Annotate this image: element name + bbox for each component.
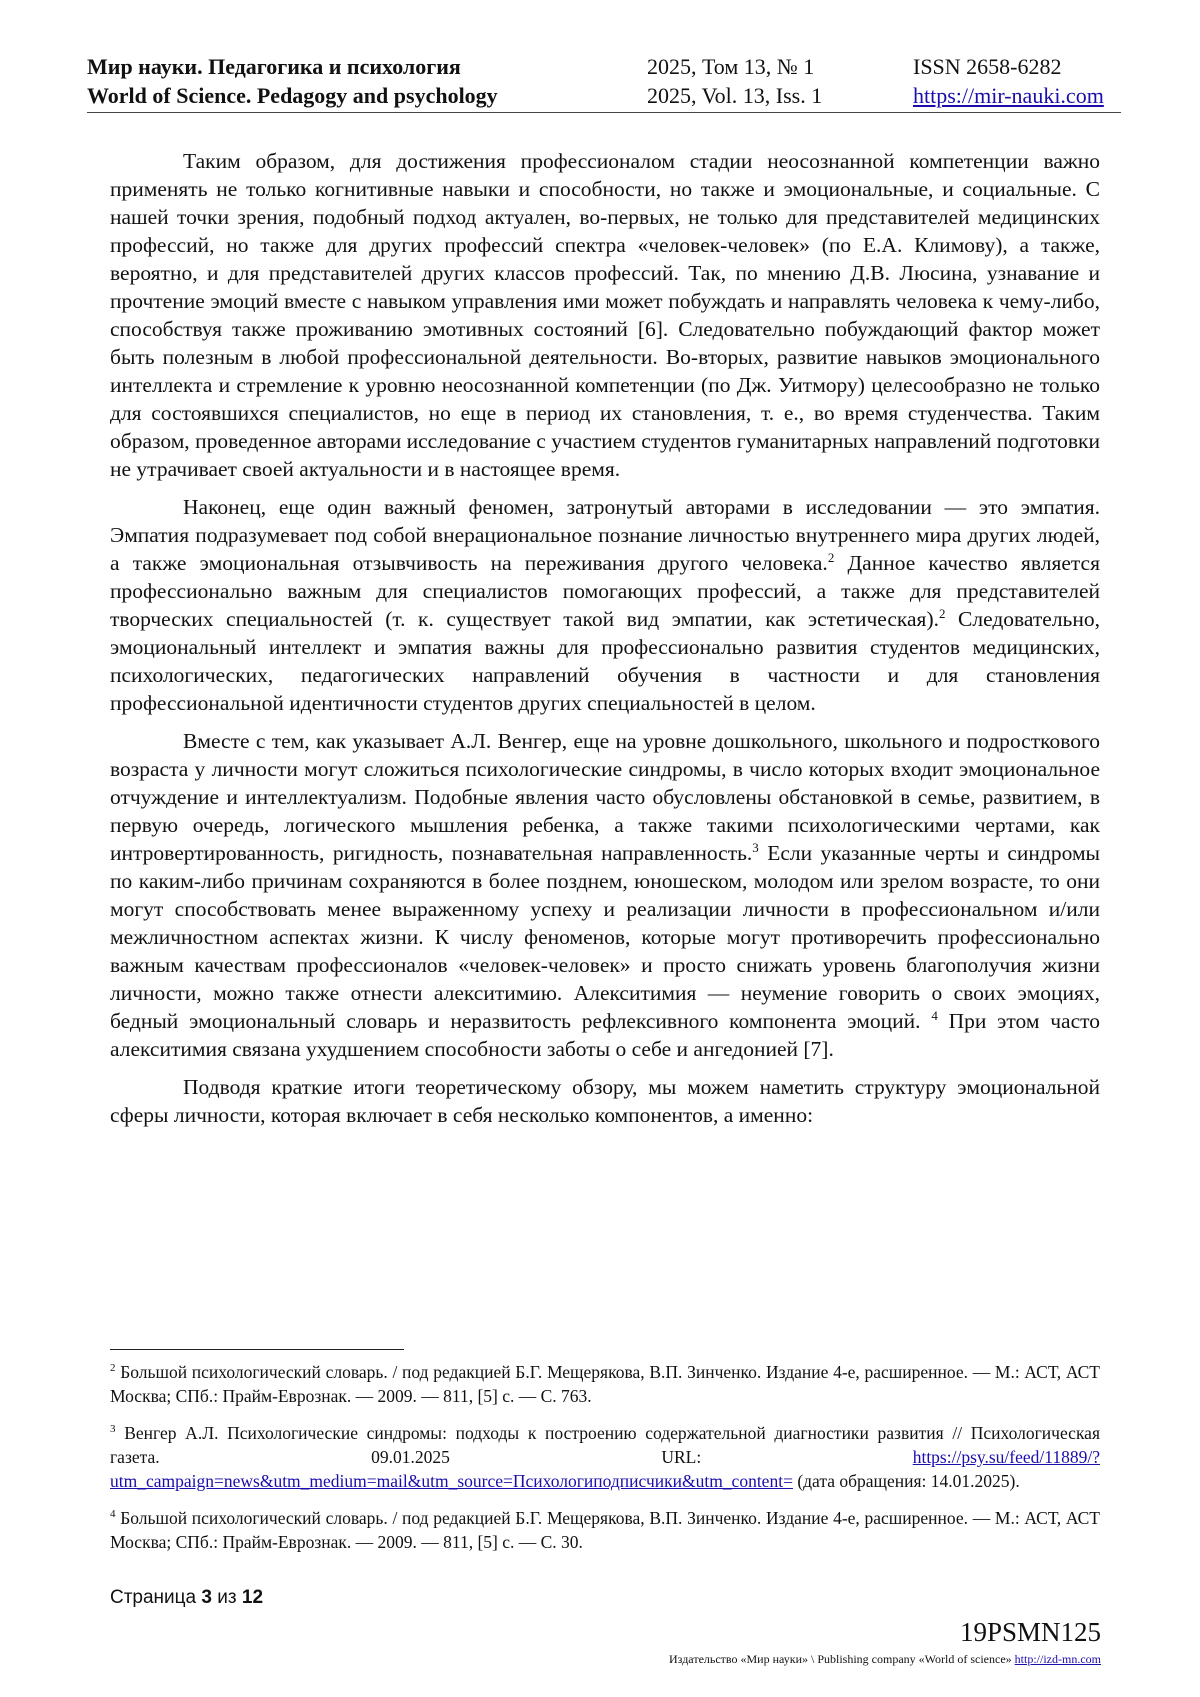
footnote-access-date: (дата обращения: 14.01.2025). [792, 1471, 1020, 1491]
footnote-ref[interactable]: 4 [931, 1007, 938, 1023]
article-body [110, 147, 1100, 1139]
footnote [110, 1506, 1100, 1554]
journal-title [87, 52, 498, 110]
issn: ISSN 2658-6282 [913, 54, 1062, 79]
footnote-link[interactable]: https://psy.su/feed/11889/?utm_campaign=news&utm_medium=mail&utm_source=Психологиподписчики&utm_content= [110, 1447, 1100, 1491]
footnote-divider [110, 1349, 404, 1350]
paragraph [110, 1073, 1100, 1129]
journal-header [87, 50, 1121, 113]
footnote [110, 1421, 1100, 1493]
paragraph-text: Таким образом, для достижения профессионалом стадии неосознанной компетенции важно применять не только когнитивные навыки и способности, но также и эмоциональные, и социальные. С нашей точки зрения, подобный подход актуален, во-первых, не только для представителей медицинских профессий, но также для других профессий спектра «человек-человек» (по Е.А. Климову), а также, вероятно, и для представителей других классов профессий. Так, по мнению Д.В. Люсина, узнавание и прочтение эмоций вместе с навыком управления ими может побуждать и направлять человека к чему-либо, способствуя также проживанию эмотивных состояний [6]. Следовательно побуждающий фактор может быть полезным в любой профессиональной деятельности. Во-вторых, развитие навыков эмоционального интеллекта и стремление к уровню неосознанной компетенции (по Дж. Уитмору) целесообразно не только для состоявшихся специалистов, но еще в период их становления, т. е., во время студенчества. Таким образом, проведенное авторами исследование с участием студентов гуманитарных направлений подготовки не утрачивает своей актуальности и в настоящее время. [110, 149, 1100, 481]
page-word: Страница [110, 1587, 197, 1608]
page-total: 12 [241, 1587, 264, 1608]
article-code: 19PSMN125 [959, 1617, 1101, 1647]
footnote-ref[interactable]: 3 [752, 839, 759, 855]
issue-ru: 2025, Том 13, № 1 [647, 54, 815, 79]
paragraph-text: Если указанные черты и синдромы по каким-либо причинам сохраняются в более позднем, юношеском, молодом или зрелом возрасте, то они могут способствовать менее выраженному успеху и реализации личности в профессиональном и/или межличностном аспектах жизни. К числу феноменов, которые могут противоречить профессионально важным качествам профессионалов «человек-человек» и просто снижать уровень благополучия жизни личности, можно также отнести алекситимию. Алекситимия — неумение говорить о своих эмоциях, бедный эмоциональный словарь и неразвитость рефлексивного компонента эмоций. [110, 841, 1100, 1033]
journal-site-link[interactable]: https://mir-nauki.com [913, 83, 1104, 108]
footnote [110, 1360, 1100, 1408]
issue-en: 2025, Vol. 13, Iss. 1 [647, 83, 823, 108]
footnote-number: 4 [110, 1508, 116, 1521]
issue-info [647, 52, 822, 110]
paragraph [110, 147, 1100, 483]
page-current: 3 [201, 1587, 212, 1608]
paragraph-text: Данное качество является профессионально важным для специалистов помогающих профессий, а также для представителей творческих специальностей (т. к. существует такой вид эмпатии, как эстетическая). [110, 551, 1100, 631]
page-number [110, 1587, 263, 1609]
journal-title-en: World of Science. Pedagogy and psychology [87, 83, 498, 108]
publisher-link[interactable]: http://izd-mn.com [1014, 1652, 1101, 1666]
footnote-number: 2 [110, 1362, 116, 1375]
footnote-text: Большой психологический словарь. / под редакцией Б.Г. Мещерякова, В.П. Зинченко. Издание 4-е, расширенное. — М.: АСТ, АСТ Москва; СПб.: Прайм-Еврознак. — 2009. — 811, [5] с. — С. 30. [110, 1508, 1100, 1552]
issn-block [913, 52, 1104, 110]
page-of: из [217, 1587, 237, 1608]
paragraph-text: Подводя краткие итоги теоретическому обзору, мы можем наметить структуру эмоциональной сферы личности, которая включает в себя несколько компонентов, а именно: [110, 1075, 1100, 1127]
footnote-number: 3 [110, 1423, 116, 1436]
publisher-line [669, 1652, 1101, 1667]
paragraph-text: Наконец, еще один важный феномен, затронутый авторами в исследовании — это эмпатия. Эмпатия подразумевает под собой внерациональное познание личностью внутреннего мира других людей, а также эмоциональная отзывчивость на переживания другого человека. [110, 495, 1100, 575]
paragraph-text: Вместе с тем, как указывает А.Л. Венгер, еще на уровне дошкольного, школьного и подросткового возраста у личности могут сложиться психологические синдромы, в число которых входит эмоциональное отчуждение и интеллектуализм. Подобные явления часто обусловлены обстановкой в семье, развитием, в первую очередь, логического мышления ребенка, а также такими психологическими чертами, как интровертированность, ригидность, познавательная направленность. [110, 729, 1100, 865]
footnote-ref[interactable]: 2 [938, 605, 946, 621]
paragraph [110, 493, 1100, 717]
journal-title-ru: Мир науки. Педагогика и психология [87, 54, 461, 79]
footnote-text: Венгер А.Л. Психологические синдромы: подходы к построению содержательной диагностики развития // Психологическая газета. 09.01.2025 URL: [110, 1423, 1100, 1467]
publisher-text: Издательство «Мир науки» \ Publishing company «World of science» [669, 1652, 1012, 1666]
paragraph-text: Следовательно, эмоциональный интеллект и эмпатия важны для профессионально развития студентов медицинских, психологических, педагогических направлений обучения в частности и для становления профессиональной идентичности студентов других специальностей в целом. [110, 607, 1100, 715]
paragraph [110, 727, 1100, 1063]
footnote-text: Большой психологический словарь. / под редакцией Б.Г. Мещерякова, В.П. Зинченко. Издание 4-е, расширенное. — М.: АСТ, АСТ Москва; СПб.: Прайм-Еврознак. — 2009. — 811, [5] с. — С. 763. [110, 1362, 1100, 1406]
footnotes [110, 1360, 1100, 1567]
footnote-ref[interactable]: 2 [827, 549, 835, 565]
paragraph-text: При этом часто алекситимия связана ухудшением способности заботы о себе и ангедонией [7]. [110, 1009, 1100, 1061]
